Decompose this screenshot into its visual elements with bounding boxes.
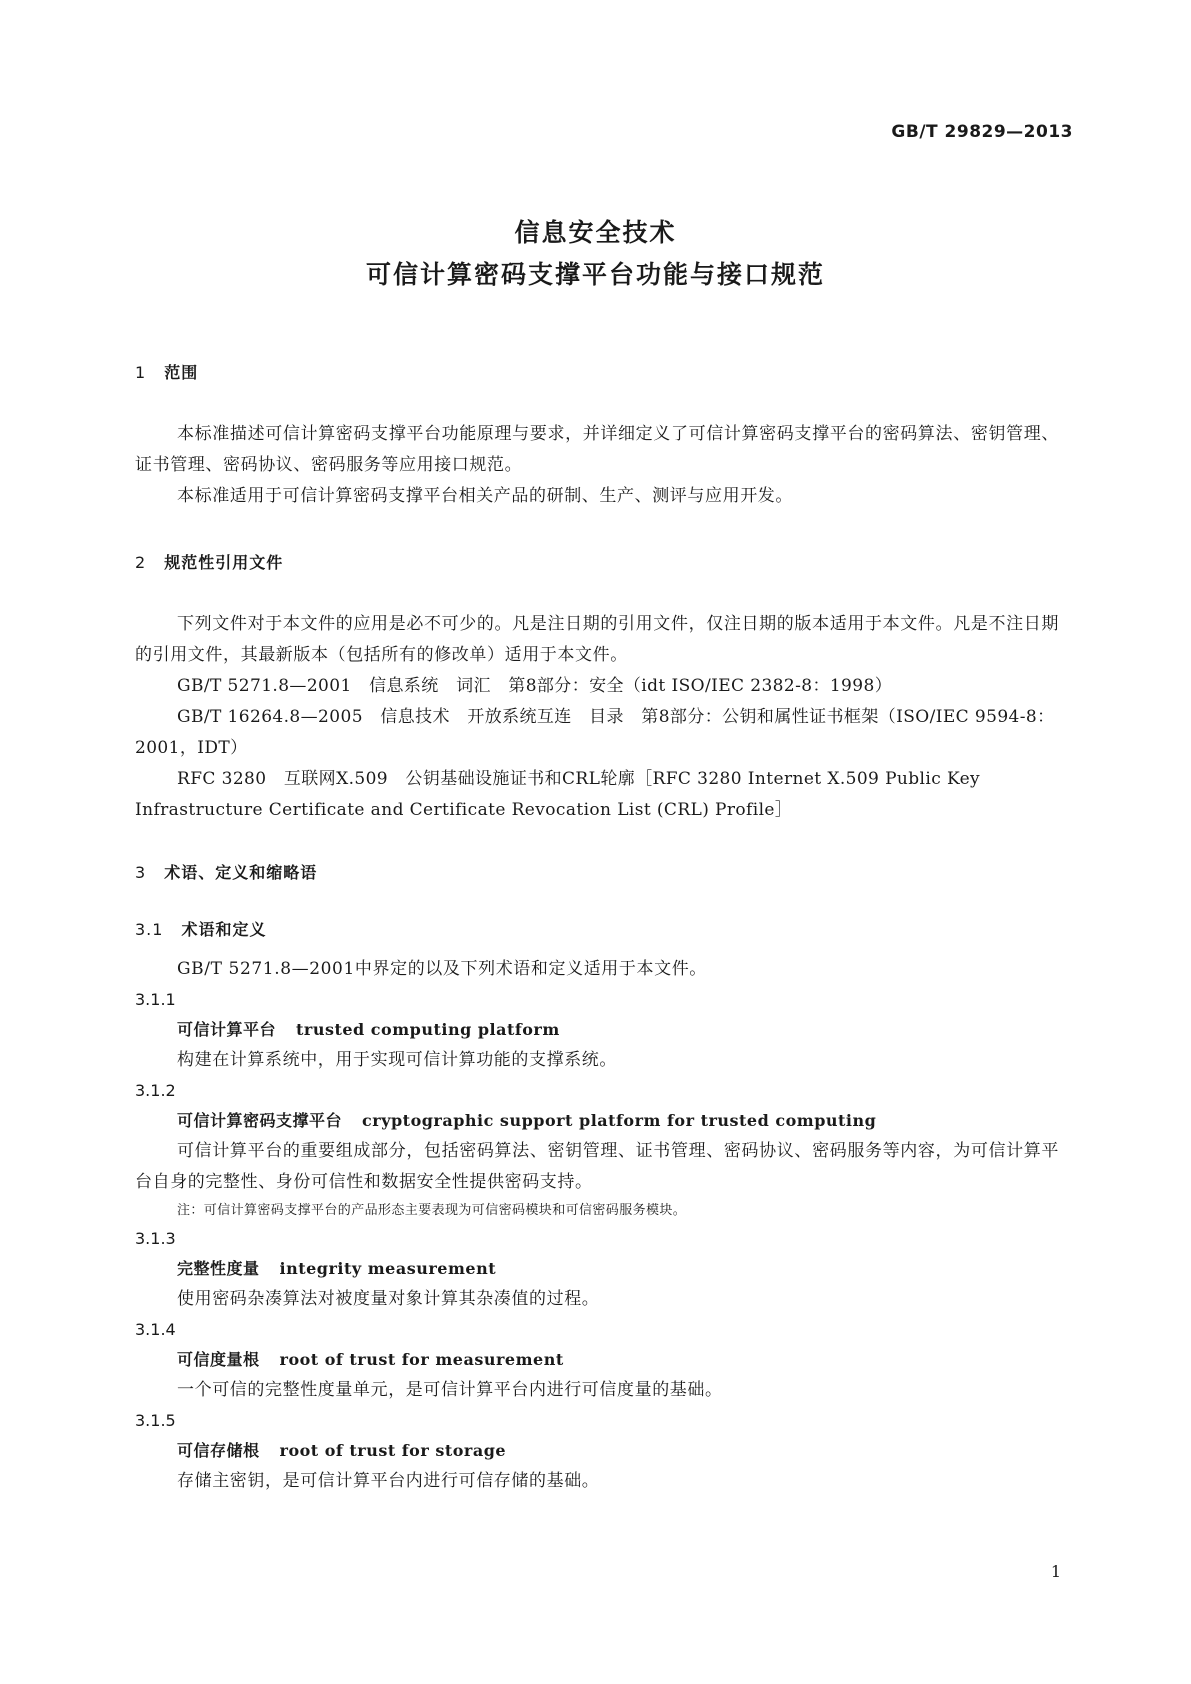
reference-item: GB/T 16264.8—2005 信息技术 开放系统互连 目录 第8部分：公钥和属性证书框架（ISO/IEC 9594-8：2001，IDT）	[135, 707, 1055, 758]
section-2-heading	[135, 550, 1059, 573]
title-line-2: 可信计算密码支撑平台功能与接口规范	[365, 260, 825, 289]
term-number: 3.1.1	[135, 990, 176, 1009]
term-name-en: trusted computing platform	[296, 1020, 560, 1039]
document-title	[0, 212, 1191, 296]
term-number: 3.1.4	[135, 1320, 176, 1339]
term-name	[135, 1254, 1059, 1284]
section-number: 3.1	[135, 920, 164, 939]
term-name	[135, 1436, 1059, 1466]
section-number: 1	[135, 363, 147, 382]
term-name-zh: 完整性度量	[177, 1259, 260, 1278]
term-definition: 存储主密钥，是可信计算平台内进行可信存储的基础。	[177, 1471, 600, 1491]
section-title: 术语和定义	[181, 920, 267, 939]
term-name-en: root of trust for measurement	[279, 1350, 564, 1369]
term-definition: 构建在计算系统中，用于实现可信计算功能的支撑系统。	[177, 1050, 617, 1070]
term-number: 3.1.5	[135, 1411, 176, 1430]
reference-item: GB/T 5271.8—2001 信息系统 词汇 第8部分：安全（idt ISO/IEC 2382-8：1998）	[177, 676, 893, 696]
term-name-zh: 可信度量根	[177, 1350, 260, 1369]
term-definition: 可信计算平台的重要组成部分，包括密码算法、密钥管理、证书管理、密码协议、密码服务等内容，为可信计算平台自身的完整性、身份可信性和数据安全性提供密码支持。	[135, 1141, 1059, 1192]
term-number: 3.1.2	[135, 1081, 176, 1100]
paragraph: 本标准描述可信计算密码支撑平台功能原理与要求，并详细定义了可信计算密码支撑平台的密码算法、密钥管理、证书管理、密码协议、密码服务等应用接口规范。	[135, 424, 1059, 475]
section-title: 术语、定义和缩略语	[164, 863, 318, 882]
section-1-heading	[135, 360, 1059, 383]
reference-item: RFC 3280 互联网X.509 公钥基础设施证书和CRL轮廓［RFC 3280 Internet X.509 Public Key Infrastructure Certificate and Certificate Revocation List (CRL) Profile］	[135, 769, 981, 820]
term-name-en: root of trust for storage	[279, 1441, 507, 1460]
paragraph: 下列文件对于本文件的应用是必不可少的。凡是注日期的引用文件，仅注日期的版本适用于本文件。凡是不注日期的引用文件，其最新版本（包括所有的修改单）适用于本文件。	[135, 614, 1059, 665]
term-name-en: cryptographic support platform for trusted computing	[362, 1111, 877, 1130]
term-name	[135, 1345, 1059, 1375]
term-definition: 一个可信的完整性度量单元，是可信计算平台内进行可信度量的基础。	[177, 1380, 723, 1400]
term-note: 注：可信计算密码支撑平台的产品形态主要表现为可信密码模块和可信密码服务模块。	[177, 1203, 687, 1218]
section-number: 2	[135, 553, 147, 572]
term-name-zh: 可信计算平台	[177, 1020, 277, 1039]
term-name-zh: 可信存储根	[177, 1441, 260, 1460]
standard-code: GB/T 29829—2013	[891, 122, 1073, 142]
paragraph: 本标准适用于可信计算密码支撑平台相关产品的研制、生产、测评与应用开发。	[177, 486, 793, 506]
section-number: 3	[135, 863, 147, 882]
subsection-3-1-heading	[135, 917, 1059, 940]
title-line-1: 信息安全技术	[514, 218, 677, 247]
term-number: 3.1.3	[135, 1229, 176, 1248]
term-name-en: integrity measurement	[279, 1259, 497, 1278]
term-name-zh: 可信计算密码支撑平台	[177, 1111, 343, 1130]
document-body	[135, 360, 1059, 1497]
page-number: 1	[1050, 1562, 1061, 1581]
term-name	[135, 1015, 1059, 1045]
section-title: 规范性引用文件	[164, 553, 284, 572]
term-name	[135, 1106, 1059, 1136]
paragraph: GB/T 5271.8—2001中界定的以及下列术语和定义适用于本文件。	[177, 959, 707, 979]
term-definition: 使用密码杂凑算法对被度量对象计算其杂凑值的过程。	[177, 1289, 600, 1309]
section-title: 范围	[164, 363, 199, 382]
section-3-heading	[135, 860, 1059, 883]
